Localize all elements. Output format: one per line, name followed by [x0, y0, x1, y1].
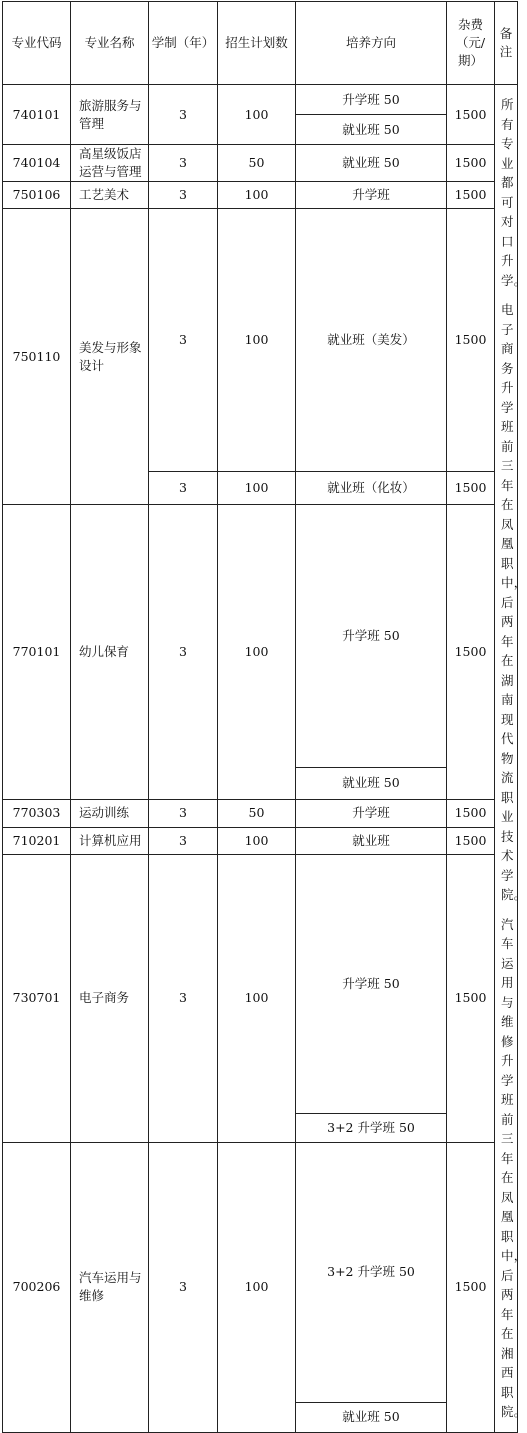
direction: 升学班 50	[296, 505, 447, 767]
major-code: 740104	[3, 145, 71, 182]
table-row	[3, 854, 518, 1113]
fee: 1500	[447, 799, 495, 827]
major-code: 770101	[3, 505, 71, 799]
duration: 3	[149, 854, 218, 1142]
plan-count: 100	[218, 472, 296, 505]
fee: 1500	[447, 209, 495, 472]
major-code: 740101	[3, 85, 71, 145]
table-row	[3, 505, 518, 767]
major-code: 750110	[3, 209, 71, 505]
major-name: 工艺美术	[71, 182, 149, 209]
major-name: 幼儿保育	[71, 505, 149, 799]
direction: 就业班 50	[296, 1402, 447, 1432]
major-name: 汽车运用与维修	[71, 1143, 149, 1432]
fee: 1500	[447, 472, 495, 505]
direction: 升学班	[296, 799, 447, 827]
direction: 就业班 50	[296, 767, 447, 799]
duration: 3	[149, 1143, 218, 1432]
direction: 升学班 50	[296, 854, 447, 1113]
header-fee: 杂费（元/期）	[447, 2, 495, 85]
table-row	[3, 1143, 518, 1402]
duration: 3	[149, 145, 218, 182]
duration: 3	[149, 182, 218, 209]
header-remark: 备注	[495, 2, 518, 85]
header-row	[3, 2, 518, 85]
duration: 3	[149, 505, 218, 799]
remark-text: 电子商务升学班前三年在凤凰职中，后两年在湖南现代物流职业技术学院。	[501, 302, 527, 902]
direction: 3+2 升学班 50	[296, 1143, 447, 1402]
enrollment-table	[2, 1, 527, 1433]
major-name: 电子商务	[71, 854, 149, 1142]
direction: 就业班 50	[296, 115, 447, 145]
direction: 升学班	[296, 182, 447, 209]
plan-count: 100	[218, 85, 296, 145]
remark-text: 所有专业都可对口升学。	[501, 97, 527, 288]
fee: 1500	[447, 827, 495, 854]
duration: 3	[149, 209, 218, 472]
plan-count: 100	[218, 505, 296, 799]
table-row	[3, 85, 518, 115]
fee: 1500	[447, 182, 495, 209]
direction: 就业班 50	[296, 145, 447, 182]
major-code: 730701	[3, 854, 71, 1142]
remark-text: 汽车运用与维修升学班前三年在凤凰职中，后两年在湘西职院。	[501, 916, 527, 1419]
header-code: 专业代码	[3, 2, 71, 85]
fee: 1500	[447, 145, 495, 182]
plan-count: 100	[218, 182, 296, 209]
major-name: 美发与形象设计	[71, 209, 149, 505]
duration: 3	[149, 827, 218, 854]
table-row	[3, 182, 518, 209]
plan-count: 100	[218, 827, 296, 854]
major-name: 高星级饭店运营与管理	[71, 145, 149, 182]
plan-count: 100	[218, 209, 296, 472]
table-row	[3, 799, 518, 827]
table-row	[3, 827, 518, 854]
plan-count: 50	[218, 799, 296, 827]
major-code: 700206	[3, 1143, 71, 1432]
direction: 3+2 升学班 50	[296, 1114, 447, 1143]
table-row	[3, 209, 518, 472]
direction: 就业班	[296, 827, 447, 854]
fee: 1500	[447, 85, 495, 145]
table-row	[3, 145, 518, 182]
major-name: 计算机应用	[71, 827, 149, 854]
fee: 1500	[447, 1143, 495, 1432]
plan-count: 50	[218, 145, 296, 182]
header-duration: 学制（年）	[149, 2, 218, 85]
major-code: 770303	[3, 799, 71, 827]
duration: 3	[149, 472, 218, 505]
major-code: 750106	[3, 182, 71, 209]
duration: 3	[149, 799, 218, 827]
direction: 就业班（化妆）	[296, 472, 447, 505]
major-name: 运动训练	[71, 799, 149, 827]
plan-count: 100	[218, 1143, 296, 1432]
direction: 就业班（美发）	[296, 209, 447, 472]
major-name: 旅游服务与管理	[71, 85, 149, 145]
direction: 升学班 50	[296, 85, 447, 115]
header-plan: 招生计划数	[218, 2, 296, 85]
duration: 3	[149, 85, 218, 145]
fee: 1500	[447, 854, 495, 1142]
header-name: 专业名称	[71, 2, 149, 85]
remarks-cell	[495, 85, 527, 1433]
plan-count: 100	[218, 854, 296, 1142]
header-direction: 培养方向	[296, 2, 447, 85]
major-code: 710201	[3, 827, 71, 854]
fee: 1500	[447, 505, 495, 799]
